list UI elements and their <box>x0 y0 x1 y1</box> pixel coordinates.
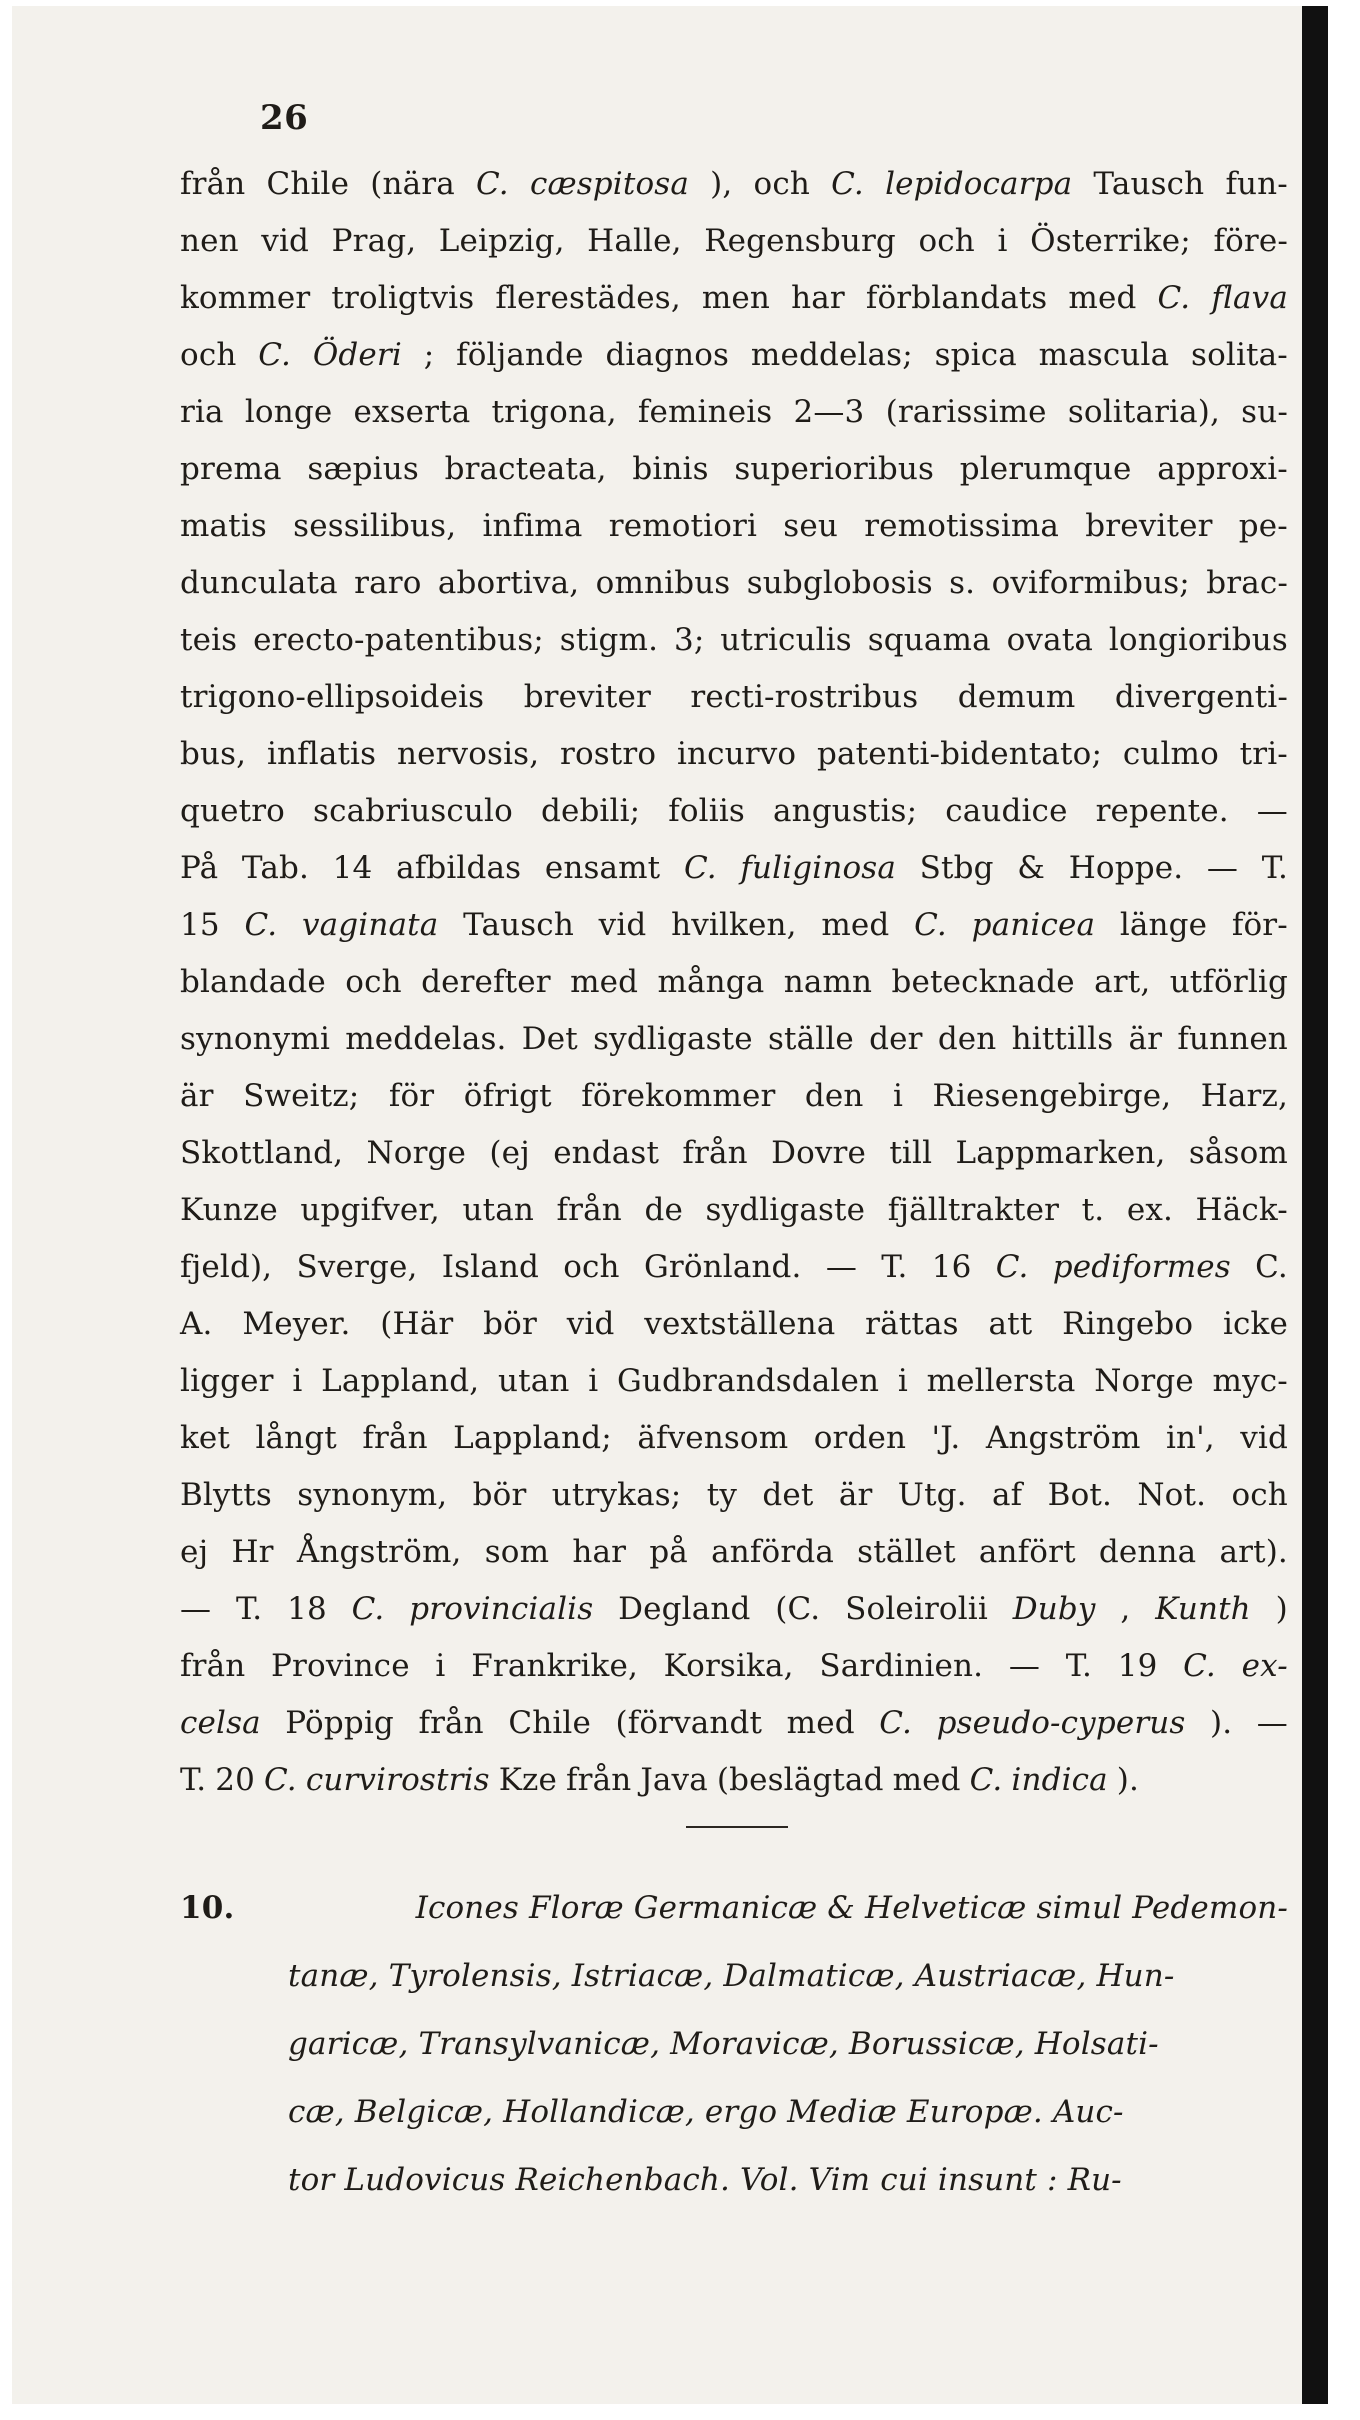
entry-number: 10. <box>180 1890 235 1926</box>
text-line: Skottland, Norge (ej endast från Dovre till Lappmarken, såsom <box>180 1135 1288 1171</box>
entry-title: cæ, Belgicæ, Hollandicæ, ergo Mediæ Europæ. Auc- <box>288 2094 1124 2130</box>
text-line: A. Meyer. (Här bör vid vextställena rättas att Ringebo icke <box>180 1306 1288 1342</box>
text-line: Kunze upgifver, utan från de sydligaste fjälltrakter t. ex. Häck- <box>180 1192 1288 1228</box>
entry-line <box>180 1942 1288 2010</box>
entry-author: tor Ludovicus Reichenbach. Vol. Vim cui insunt : Ru- <box>288 2162 1122 2198</box>
text-line: bus, inflatis nervosis, rostro incurvo patenti-bidentato; culmo tri- <box>180 736 1288 772</box>
text-line: från Chile (nära C. cæspitosa ), och C. lepidocarpa Tausch fun- <box>180 166 1288 202</box>
text-line: matis sessilibus, infima remotiori seu remotissima breviter pe- <box>180 508 1288 544</box>
text-line: T. 20 C. curvirostris Kze från Java (beslägtad med C. indica ). <box>180 1762 1140 1798</box>
text-line: ej Hr Ångström, som har på anförda stället anfört denna art). <box>180 1534 1288 1570</box>
text-line: synonymi meddelas. Det sydligaste ställe der den hittills är funnen <box>180 1021 1288 1057</box>
text-line: 15 C. vaginata Tausch vid hvilken, med C. panicea länge för- <box>180 907 1288 943</box>
text-line: celsa Pöppig från Chile (förvandt med C. pseudo-cyperus ). — <box>180 1705 1288 1741</box>
text-line: trigono-ellipsoideis breviter recti-rostribus demum divergenti- <box>180 679 1288 715</box>
text-line: fjeld), Sverge, Island och Grönland. — T. 16 C. pediformes C. <box>180 1249 1288 1285</box>
text-line: och C. Öderi ; följande diagnos meddelas; spica mascula solita- <box>180 337 1288 373</box>
entry-title: Icones Floræ Germanicæ & Helveticæ simul Pedemon- <box>415 1890 1288 1926</box>
body-text <box>180 156 1288 1809</box>
text-line: nen vid Prag, Leipzig, Halle, Regensburg och i Österrike; före- <box>180 223 1288 259</box>
page-number: 26 <box>260 98 309 138</box>
text-line: kommer troligtvis flerestädes, men har förblandats med C. flava <box>180 280 1288 316</box>
text-line: På Tab. 14 afbildas ensamt C. fuliginosa Stbg & Hoppe. — T. <box>180 850 1288 886</box>
text-line: — T. 18 C. provincialis Degland (C. Soleirolii Duby , Kunth ) <box>180 1591 1288 1627</box>
section-divider <box>686 1826 788 1828</box>
text-line: Blytts synonym, bör utrykas; ty det är Utg. af Bot. Not. och <box>180 1477 1288 1513</box>
text-line: quetro scabriusculo debili; foliis angustis; caudice repente. — <box>180 793 1288 829</box>
bibliography-entry <box>180 1874 1288 2214</box>
text-line: blandade och derefter med många namn betecknade art, utförlig <box>180 964 1288 1000</box>
text-line: teis erecto-patentibus; stigm. 3; utriculis squama ovata longioribus <box>180 622 1288 658</box>
text-line: är Sweitz; för öfrigt förekommer den i Riesengebirge, Harz, <box>180 1078 1288 1114</box>
text-line: ligger i Lappland, utan i Gudbrandsdalen i mellersta Norge myc- <box>180 1363 1288 1399</box>
entry-title: tanæ, Tyrolensis, Istriacæ, Dalmaticæ, Austriacæ, Hun- <box>288 1958 1175 1994</box>
entry-line <box>180 2146 1288 2214</box>
entry-line <box>180 2010 1288 2078</box>
entry-line <box>180 1874 1288 1942</box>
text-line: ria longe exserta trigona, femineis 2—3 (rarissime solitaria), su- <box>180 394 1288 430</box>
text-line: ket långt från Lappland; äfvensom orden 'J. Angström in', vid <box>180 1420 1288 1456</box>
entry-line <box>180 2078 1288 2146</box>
text-line: från Province i Frankrike, Korsika, Sardinien. — T. 19 C. ex- <box>180 1648 1288 1684</box>
text-line: prema sæpius bracteata, binis superioribus plerumque approxi- <box>180 451 1288 487</box>
entry-title: garicæ, Transylvanicæ, Moravicæ, Borussicæ, Holsati- <box>288 2026 1159 2062</box>
book-page <box>12 6 1328 2404</box>
text-line: dunculata raro abortiva, omnibus subglobosis s. oviformibus; brac- <box>180 565 1288 601</box>
